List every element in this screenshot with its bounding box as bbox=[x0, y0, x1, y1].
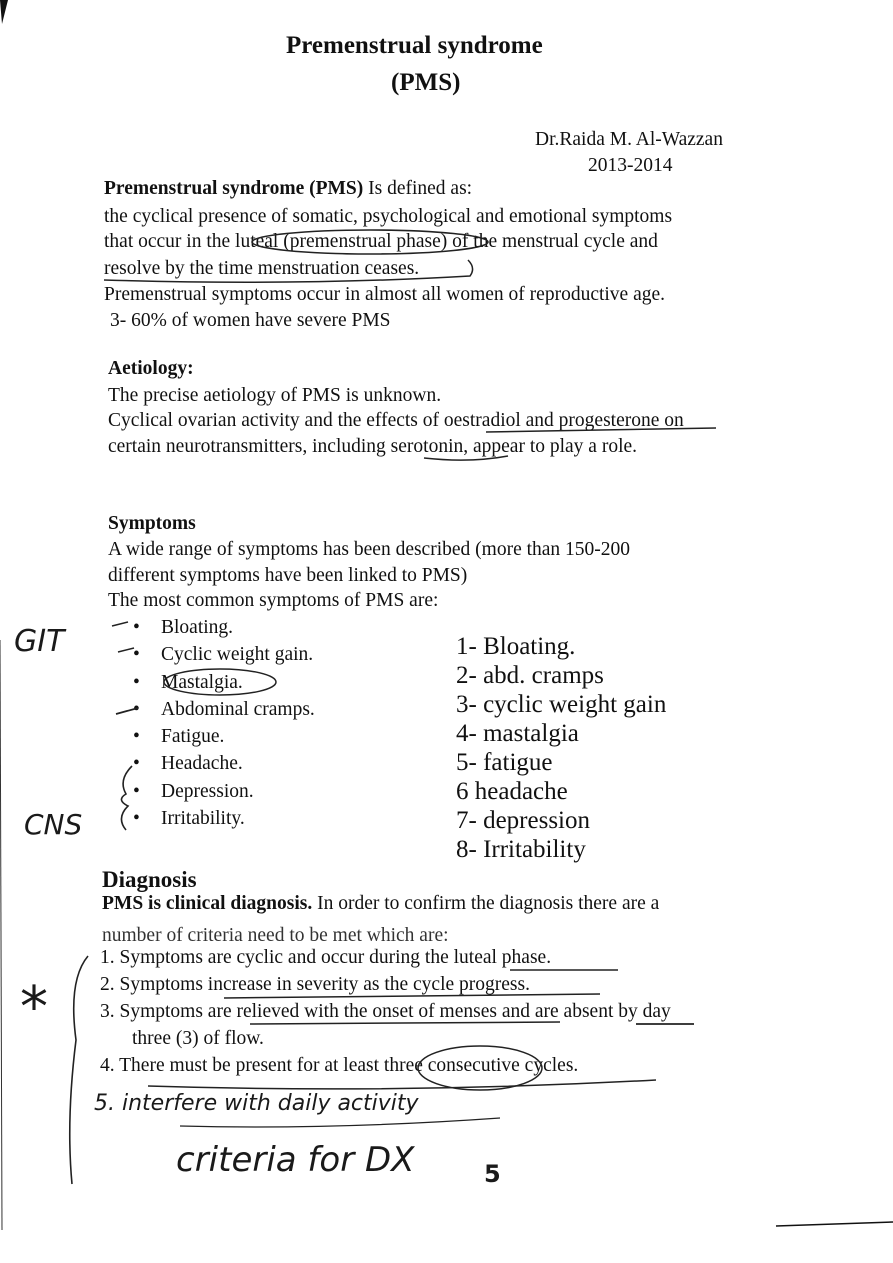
cramps-mark bbox=[116, 708, 138, 714]
mastalgia-circle bbox=[164, 669, 276, 695]
definition-lead-rest: Is defined as: bbox=[363, 178, 473, 199]
definition-line-5: 3- 60% of women have severe PMS bbox=[110, 310, 391, 331]
list-item: 3- cyclic weight gain bbox=[456, 691, 667, 718]
list-item: 6 headache bbox=[456, 778, 568, 805]
list-item: 1. Symptoms are cyclic and occur during the luteal phase. bbox=[100, 947, 552, 968]
severity-underline bbox=[224, 994, 600, 998]
handwritten-page-number: 5 bbox=[484, 1160, 501, 1188]
consecutive-circle bbox=[418, 1046, 542, 1090]
list-item: • Fatigue. bbox=[133, 723, 315, 750]
list-item: • Abdominal cramps. bbox=[133, 696, 315, 723]
definition-line-4: Premenstrual symptoms occur in almost all women of reproductive age. bbox=[104, 284, 666, 305]
diagnosis-line-2: number of criteria need to be met which are: bbox=[102, 925, 449, 946]
list-item: • Mastalgia. bbox=[133, 669, 315, 696]
list-item: 4- mastalgia bbox=[456, 720, 579, 747]
definition-line-3: resolve by the time menstruation ceases. bbox=[104, 258, 420, 279]
symptoms-line-3: The most common symptoms of PMS are: bbox=[108, 590, 439, 611]
author-name: Dr.Raida M. Al-Wazzan bbox=[535, 129, 723, 150]
luteal-phase-circle bbox=[252, 230, 488, 254]
diagnosis-heading: Diagnosis bbox=[102, 867, 197, 892]
list-item-continuation: three (3) of flow. bbox=[132, 1028, 264, 1049]
corner-mark bbox=[0, 0, 8, 24]
symptoms-line-1: A wide range of symptoms has been described (more than 150-200 bbox=[108, 539, 631, 560]
author-year: 2013-2014 bbox=[588, 155, 673, 176]
definition-line-2: that occur in the luteal (premenstrual phase) of the menstrual cycle and bbox=[104, 231, 658, 252]
aetiology-heading: Aetiology: bbox=[108, 358, 194, 379]
list-item: • Depression. bbox=[133, 778, 315, 805]
definition-line-1: the cyclical presence of somatic, psychological and emotional symptoms bbox=[104, 206, 673, 227]
symptoms-line-2: different symptoms have been linked to PMS) bbox=[108, 565, 468, 586]
handwritten-caption: criteria for DX bbox=[176, 1140, 415, 1180]
gi-dash-2 bbox=[118, 648, 134, 652]
handwritten-cns-label: CNS bbox=[24, 808, 83, 841]
aetiology-line-3: certain neurotransmitters, including serotonin, appear to play a role. bbox=[108, 436, 638, 457]
list-item: 5- fatigue bbox=[456, 749, 553, 776]
title-line-1: Premenstrual syndrome bbox=[286, 32, 543, 59]
handwritten-criteria-5: 5. interfere with daily activity bbox=[94, 1091, 419, 1116]
cycles-underline bbox=[148, 1080, 656, 1089]
title-line-2: (PMS) bbox=[391, 69, 461, 96]
left-edge bbox=[0, 640, 2, 1230]
list-item: 4. There must be present for at least three consecutive cycles. bbox=[100, 1055, 579, 1076]
interfere-underline bbox=[180, 1118, 500, 1127]
resolve-underline bbox=[104, 260, 473, 282]
diagnosis-lead-bold: PMS is clinical diagnosis. bbox=[102, 893, 313, 914]
list-item: • Bloating. bbox=[133, 614, 315, 641]
criteria-bracket bbox=[70, 956, 88, 1184]
cns-bracket bbox=[121, 766, 132, 830]
symptoms-heading: Symptoms bbox=[108, 513, 196, 534]
aetiology-line-2: Cyclical ovarian activity and the effects of oestradiol and progesterone on bbox=[108, 410, 684, 431]
definition-lead-bold: Premenstrual syndrome (PMS) bbox=[104, 178, 364, 199]
list-item: 7- depression bbox=[456, 807, 590, 834]
list-item: 2- abd. cramps bbox=[456, 662, 604, 689]
handwritten-gi-label: GIT bbox=[14, 624, 65, 659]
serotonin-underline bbox=[424, 456, 508, 460]
aetiology-line-1: The precise aetiology of PMS is unknown. bbox=[108, 385, 442, 406]
bottom-rule bbox=[776, 1222, 893, 1226]
list-item: 1- Bloating. bbox=[456, 633, 576, 660]
diagnosis-lead-rest: In order to confirm the diagnosis there are a bbox=[312, 893, 660, 914]
relieved-underline bbox=[250, 1022, 560, 1024]
list-item: 3. Symptoms are relieved with the onset of menses and are absent by day bbox=[100, 1001, 671, 1022]
list-item: 2. Symptoms increase in severity as the cycle progress. bbox=[100, 974, 530, 995]
list-item: 8- Irritability bbox=[456, 836, 586, 863]
hormone-underline bbox=[486, 428, 716, 432]
list-item: • Cyclic weight gain. bbox=[133, 641, 315, 668]
handwritten-star: * bbox=[20, 975, 48, 1040]
gi-dash-1 bbox=[112, 622, 128, 626]
list-item: • Headache. bbox=[133, 750, 315, 777]
list-item: • Irritability. bbox=[133, 805, 315, 832]
